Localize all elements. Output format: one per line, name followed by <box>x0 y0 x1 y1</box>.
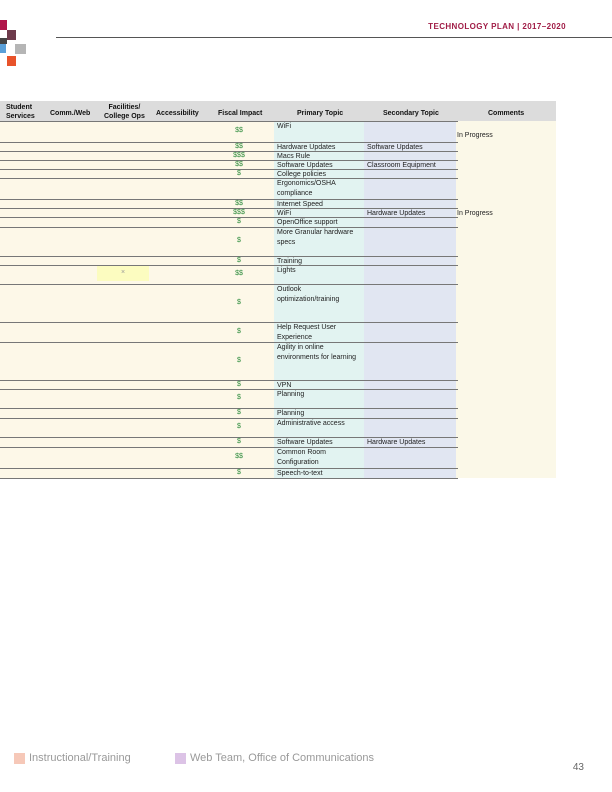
fiscal-impact: $$ <box>235 143 243 150</box>
primary-topic: Software Updates <box>277 439 333 446</box>
fiscal-impact: $$ <box>235 200 243 207</box>
primary-topic: More Granular hardware specs <box>277 229 354 246</box>
fiscal-impact: $ <box>237 394 241 401</box>
secondary-topic: Hardware Updates <box>367 439 426 446</box>
primary-topic: OpenOffice support <box>277 219 338 226</box>
fiscal-impact: $ <box>237 218 241 225</box>
fiscal-impact: $$ <box>235 127 243 134</box>
fiscal-impact: $$$ <box>233 152 245 159</box>
row-divider <box>0 178 458 179</box>
secondary-topic: Software Updates <box>367 144 423 151</box>
fiscal-impact: $ <box>237 438 241 445</box>
secondary-topic: Classroom Equipment <box>367 162 436 169</box>
fiscal-impact: $ <box>237 409 241 416</box>
primary-topic: Administrative access <box>277 420 345 427</box>
primary-topic: WiFi <box>277 123 291 130</box>
fiscal-impact: $$$ <box>233 209 245 216</box>
primary-topic: Common Room Configuration <box>277 449 327 466</box>
primary-topic: Software Updates <box>277 162 333 169</box>
header-rule <box>56 37 612 38</box>
row-divider <box>0 265 458 266</box>
col-fiscal: Fiscal Impact <box>218 110 263 117</box>
logo-square-gray <box>15 44 26 54</box>
primary-topic: Agility in online environments for learning <box>277 344 356 361</box>
secondary-topic: Hardware Updates <box>367 210 426 217</box>
fiscal-impact: $$ <box>235 453 243 460</box>
col-comments: Comments <box>488 110 525 117</box>
fiscal-impact: $ <box>237 237 241 244</box>
col-primary: Primary Topic <box>297 110 344 117</box>
logo-square-orange <box>7 56 16 66</box>
legend-swatch-instructional <box>14 753 25 764</box>
comment: In Progress <box>457 210 493 217</box>
fiscal-impact: $ <box>237 170 241 177</box>
fiscal-impact: $$ <box>235 270 243 277</box>
fiscal-impact: $ <box>237 469 241 476</box>
primary-topic: Outlook optimization/training <box>277 286 340 303</box>
fiscal-impact: $ <box>237 298 241 306</box>
legend-swatch-webteam <box>175 753 186 764</box>
row-divider <box>0 447 458 448</box>
primary-topic: Speech-to-text <box>277 470 323 477</box>
logo-square-maroon <box>7 30 16 40</box>
page-number: 43 <box>572 762 584 773</box>
band-secondary <box>364 121 456 478</box>
primary-topic: Lights <box>277 267 296 274</box>
col-comm-web: Comm./Web <box>50 110 91 117</box>
primary-topic: Help Request User Experience <box>277 324 337 341</box>
row-divider <box>0 389 458 390</box>
primary-topic: Internet Speed <box>277 201 323 208</box>
row-divider <box>0 342 458 343</box>
col-facilities: Facilities/ College Ops <box>104 104 145 120</box>
facilities-x-mark: × <box>97 265 149 281</box>
legend-label-instructional: Instructional/Training <box>29 752 131 764</box>
row-divider <box>0 322 458 323</box>
row-divider <box>0 284 458 285</box>
logo-square-blue <box>0 44 6 53</box>
comment: In Progress <box>457 132 493 139</box>
fiscal-impact: $ <box>237 327 241 335</box>
fiscal-impact: $ <box>237 381 241 388</box>
fiscal-impact: $ <box>237 423 241 430</box>
row-divider <box>0 418 458 419</box>
logo-square-red <box>0 20 7 30</box>
primary-topic: Ergonomics/OSHA compliance <box>277 180 336 197</box>
fiscal-impact: $ <box>237 257 241 264</box>
primary-topic: WiFi <box>277 210 291 217</box>
primary-topic: College policies <box>277 171 327 178</box>
col-secondary: Secondary Topic <box>383 110 439 117</box>
primary-topic: Hardware Updates <box>277 144 336 151</box>
row-divider <box>0 121 458 122</box>
band-student <box>0 121 42 478</box>
band-comments <box>456 121 556 478</box>
fiscal-impact: $$ <box>235 161 243 168</box>
legend-label-webteam: Web Team, Office of Communications <box>190 752 375 764</box>
fiscal-impact: $ <box>237 356 241 364</box>
primary-topic: Planning <box>277 391 305 398</box>
page-header-title: TECHNOLOGY PLAN | 2017–2020 <box>428 22 566 31</box>
row-divider <box>0 227 458 228</box>
col-accessibility: Accessibility <box>156 110 199 117</box>
primary-topic: VPN <box>277 382 292 389</box>
primary-topic: Planning <box>277 410 305 417</box>
row-divider <box>0 478 458 479</box>
primary-topic: Macs Rule <box>277 153 311 160</box>
col-student-services: Student Services <box>6 104 35 120</box>
primary-topic: Training <box>277 258 303 265</box>
